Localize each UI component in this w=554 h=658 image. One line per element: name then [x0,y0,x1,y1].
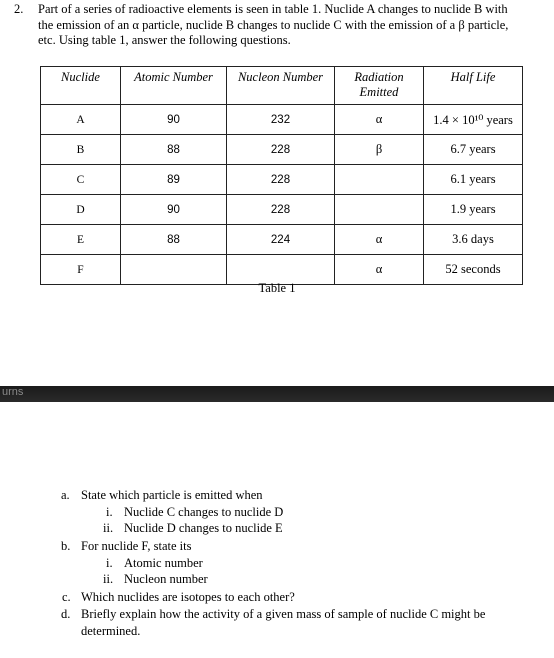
question-a-ii-text: Nuclide D changes to nuclide E [124,521,283,535]
cell-nuclide: F [41,255,121,285]
table-row [41,255,523,285]
question-number: 2. [14,2,24,16]
intro-line-3: etc. Using table 1, answer the following questions. [38,33,291,47]
cell-radiation [335,195,424,225]
marker-b-i: i. [106,556,113,570]
marker-d: d. [61,607,71,621]
radioactive-series-table [40,66,523,285]
header-radiation-line1: Radiation [354,70,404,84]
cell-half-life: 6.7 years [424,135,523,165]
marker-a-i: i. [106,505,113,519]
cell-nuclide: B [41,135,121,165]
cell-half-life: 52 seconds [424,255,523,285]
header-half-life: Half Life [424,67,523,105]
cell-nucleon-number: 224 [227,225,335,255]
cell-nuclide: A [41,105,121,135]
cell-nucleon-number: 228 [227,135,335,165]
header-radiation-line2: Emitted [359,85,399,99]
cell-radiation: α [335,225,424,255]
table-caption: Table 1 [258,281,296,295]
question-a-i-text: Nuclide C changes to nuclide D [124,505,284,519]
cell-atomic-number: 88 [121,135,227,165]
marker-b-ii: ii. [103,572,114,586]
cell-atomic-number: 88 [121,225,227,255]
cell-nuclide: C [41,165,121,195]
cell-radiation: α [335,105,424,135]
band-text: urns [2,386,24,398]
cell-radiation: α [335,255,424,285]
marker-a: a. [61,488,70,502]
cell-half-life: 1.4 × 10¹⁰ years [424,105,523,135]
table-row [41,105,523,135]
cell-half-life: 3.6 days [424,225,523,255]
cell-nucleon-number: 228 [227,165,335,195]
dark-band [0,386,554,402]
question-a-text: State which particle is emitted when [81,488,263,502]
question-d-continued: determined. [81,624,141,638]
cell-nucleon-number: 228 [227,195,335,225]
marker-c: c. [62,590,71,604]
question-b-ii-text: Nucleon number [124,572,208,586]
question-text [38,2,538,49]
cell-radiation: β [335,135,424,165]
cell-nucleon-number [227,255,335,285]
cell-nuclide: D [41,195,121,225]
intro-line-1: Part of a series of radioactive elements is seen in table 1. Nuclide A changes to nuclide B with [38,2,508,16]
cell-atomic-number: 90 [121,105,227,135]
cell-atomic-number: 89 [121,165,227,195]
table-row [41,165,523,195]
cell-atomic-number [121,255,227,285]
table-row [41,225,523,255]
header-nucleon-number: Nucleon Number [227,67,335,105]
intro-line-2: the emission of an α particle, nuclide B changes to nuclide C with the emission of a β particle, [38,17,509,32]
header-atomic-number: Atomic Number [121,67,227,105]
question-b-text: For nuclide F, state its [81,539,192,553]
cell-nuclide: E [41,225,121,255]
marker-a-ii: ii. [103,521,114,535]
cell-half-life: 6.1 years [424,165,523,195]
question-d-text: Briefly explain how the activity of a given mass of sample of nuclide C might be [81,607,486,621]
cell-radiation [335,165,424,195]
marker-b: b. [61,539,71,553]
question-c-text: Which nuclides are isotopes to each other? [81,590,295,604]
header-nuclide: Nuclide [41,67,121,105]
header-radiation-emitted [335,67,424,105]
table-row [41,195,523,225]
question-b-i-text: Atomic number [124,556,203,570]
table-row [41,135,523,165]
cell-atomic-number: 90 [121,195,227,225]
cell-nucleon-number: 232 [227,105,335,135]
cell-half-life: 1.9 years [424,195,523,225]
